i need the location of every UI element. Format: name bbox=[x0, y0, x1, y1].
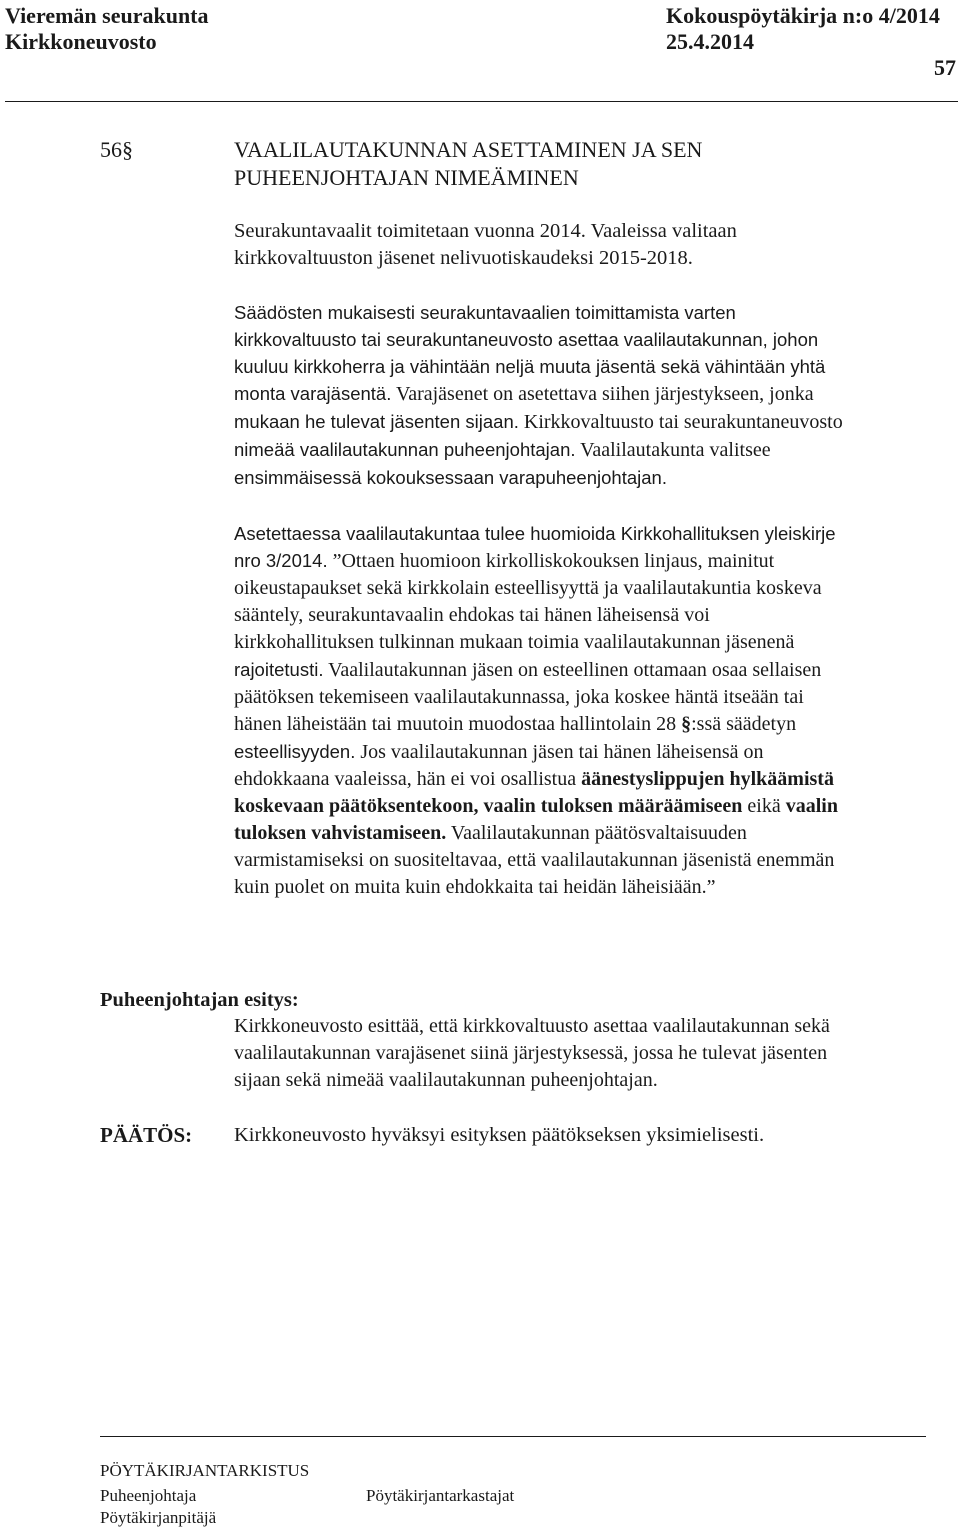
decision-label: PÄÄTÖS: bbox=[100, 1123, 193, 1147]
guidance-paragraph bbox=[234, 520, 946, 901]
text-line bbox=[234, 738, 946, 766]
meeting-date: 25.4.2014 bbox=[666, 29, 754, 54]
document-number: Kokouspöytäkirja n:o 4/2014 bbox=[666, 3, 940, 28]
proposal-text bbox=[234, 1013, 946, 1094]
bold-text-run: vaalin bbox=[785, 795, 838, 817]
body-name: Kirkkoneuvosto bbox=[5, 29, 157, 54]
footer-checkers: Pöytäkirjantarkastajat bbox=[366, 1486, 515, 1505]
bold-text-run: tuloksen vahvistamiseen. bbox=[234, 822, 447, 844]
text-run: ”Ottaen huomioon kirkolliskokouksen linjaus, mainitut bbox=[327, 550, 775, 572]
text-run: eikä bbox=[742, 795, 786, 817]
text-run: Kirkkovaltuusto tai seurakuntaneuvosto bbox=[518, 411, 843, 433]
text-line: ensimmäisessä kokouksessaan varapuheenjohtajan. bbox=[234, 467, 667, 488]
text-line: kirkkovaltuusto tai seurakuntaneuvosto asettaa vaalilautakunnan, johon bbox=[234, 329, 819, 350]
statute-paragraph bbox=[234, 299, 946, 491]
text-line: Säädösten mukaisesti seurakuntavaalien toimittamista varten bbox=[234, 302, 736, 323]
text-line: vaalilautakunnan varajäsenet siinä järjestyksessä, jossa he tulevat jäsenten bbox=[234, 1042, 828, 1064]
footer-title: PÖYTÄKIRJANTARKISTUS bbox=[100, 1461, 310, 1480]
text-line: oikeustapaukset sekä kirkkolain esteellisyyttä ja vaalilautakuntia koskeva bbox=[234, 577, 822, 599]
section-symbol: § bbox=[122, 137, 133, 162]
section-symbol: § bbox=[681, 713, 692, 735]
footer-chair: Puheenjohtaja bbox=[100, 1486, 197, 1505]
text-run: ehdokkaana vaaleissa, hän ei voi osallistua bbox=[234, 768, 582, 790]
text-line: kirkkohallituksen tulkinnan mukaan toimia vaalilautakunnan jäsenenä bbox=[234, 631, 795, 653]
text-run: rajoitetusti. bbox=[234, 659, 324, 680]
text-line: kuuluu kirkkoherra ja vähintään neljä muuta jäsentä sekä vähintään yhtä bbox=[234, 356, 826, 377]
text-line bbox=[234, 380, 946, 408]
section-number-value: 56 bbox=[100, 137, 122, 162]
text-run: nimeää vaalilautakunnan puheenjohtajan. bbox=[234, 439, 576, 460]
text-line bbox=[234, 711, 946, 738]
section-title-line: PUHEENJOHTAJAN NIMEÄMINEN bbox=[234, 165, 579, 190]
text-line: Asetettaessa vaalilautakuntaa tulee huomioida Kirkkohallituksen yleiskirje bbox=[234, 523, 836, 544]
text-run: Varajäsenet on asetettava siihen järjestykseen, jonka bbox=[391, 383, 814, 405]
text-line: sääntely, seurakuntavaalin ehdokas tai hänen läheisensä voi bbox=[234, 604, 710, 626]
decision-text: Kirkkoneuvosto hyväksyi esityksen päätökseksen yksimielisesti. bbox=[234, 1124, 765, 1146]
org-name: Vieremän seurakunta bbox=[5, 3, 209, 28]
text-line: kuin puolet on muita kuin ehdokkaita tai heidän läheisiään.” bbox=[234, 876, 716, 898]
text-run: hänen läheistään tai muutoin muodostaa hallintolain 28 bbox=[234, 713, 682, 735]
section-number bbox=[100, 136, 133, 164]
text-run: nro 3/2014. bbox=[234, 550, 328, 571]
bold-text-run: koskevaan päätöksentekoon, vaalin tuloksen määräämiseen bbox=[234, 795, 743, 817]
page-number: 57 bbox=[934, 55, 956, 80]
text-run: monta varajäsentä. bbox=[234, 383, 392, 404]
text-line: Seurakuntavaalit toimitetaan vuonna 2014. Vaaleissa valitaan bbox=[234, 220, 737, 242]
text-line bbox=[234, 408, 946, 436]
text-line: sijaan sekä nimeää vaalilautakunnan puheenjohtajan. bbox=[234, 1069, 658, 1091]
footer-secretary: Pöytäkirjanpitäjä bbox=[100, 1508, 217, 1527]
proposal-label: Puheenjohtajan esitys: bbox=[100, 989, 299, 1011]
footer-rule bbox=[100, 1436, 926, 1437]
intro-paragraph bbox=[234, 218, 946, 272]
header-rule bbox=[5, 101, 958, 102]
text-line bbox=[234, 436, 946, 464]
text-line bbox=[234, 793, 946, 820]
text-run: mukaan he tulevat jäsenten sijaan. bbox=[234, 411, 519, 432]
text-line: kirkkovaltuuston jäsenet nelivuotiskaudeksi 2015-2018. bbox=[234, 247, 693, 269]
text-line: Kirkkoneuvosto esittää, että kirkkovaltuusto asettaa vaalilautakunnan sekä bbox=[234, 1015, 830, 1037]
section-title-line: VAALILAUTAKUNNAN ASETTAMINEN JA SEN bbox=[234, 137, 703, 162]
text-line bbox=[234, 656, 946, 684]
text-line: päätöksen tekemiseen vaalilautakunnassa, joka koskee häntä itseään tai bbox=[234, 686, 804, 708]
text-run: esteellisyyden. bbox=[234, 741, 356, 762]
text-line bbox=[234, 547, 946, 575]
text-line bbox=[234, 820, 946, 847]
section-title bbox=[234, 136, 702, 192]
text-run: Jos vaalilautakunnan jäsen tai hänen läheisensä on bbox=[355, 741, 764, 763]
text-line bbox=[234, 766, 946, 793]
text-run: Vaalilautakunta valitsee bbox=[575, 439, 771, 461]
text-run: Vaalilautakunnan jäsen on esteellinen ottamaan osaa sellaisen bbox=[323, 659, 822, 681]
text-run: :ssä säädetyn bbox=[691, 713, 797, 735]
text-line: varmistamiseksi on suositeltavaa, että vaalilautakunnan jäsenistä enemmän bbox=[234, 849, 835, 871]
text-run: Vaalilautakunnan päätösvaltaisuuden bbox=[446, 822, 747, 844]
bold-text-run: äänestyslippujen hylkäämistä bbox=[581, 768, 834, 790]
